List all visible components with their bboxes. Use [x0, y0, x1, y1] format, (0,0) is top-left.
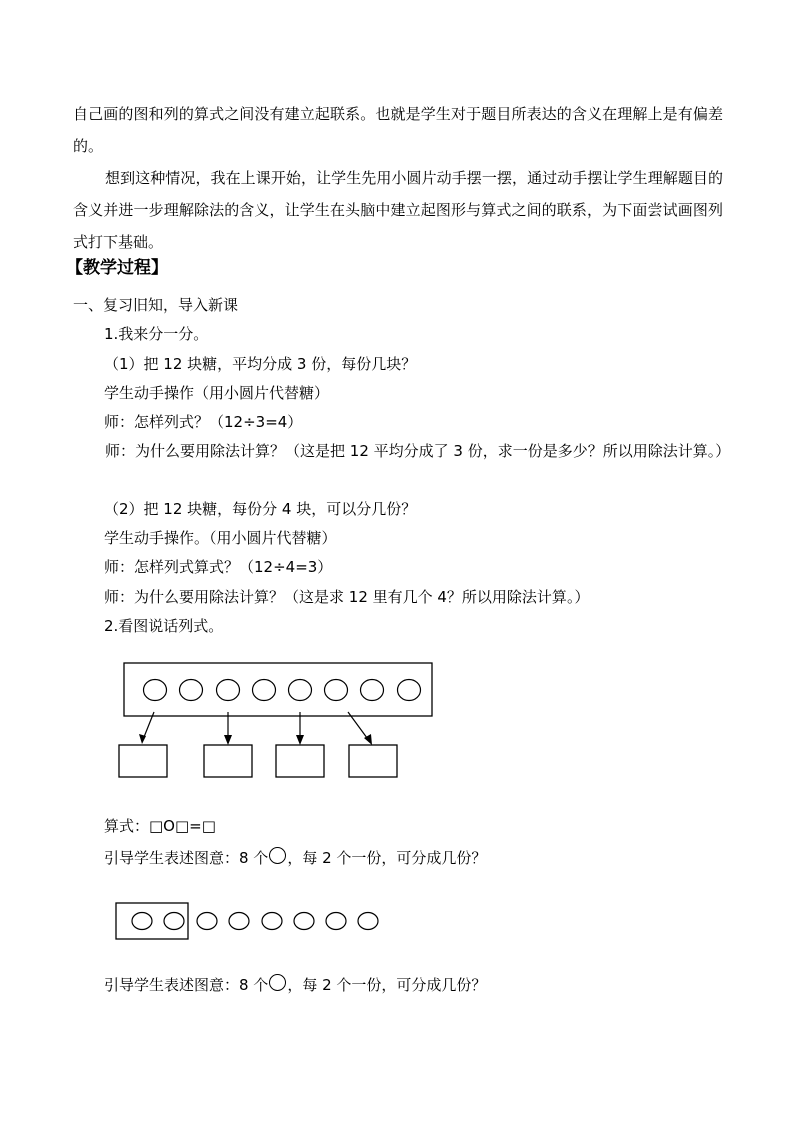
figure-1-circle — [361, 680, 384, 701]
figure-2-circle — [132, 913, 152, 930]
guide-2-text-post: ，每 2 个一份，可分成几份？ — [287, 976, 487, 994]
figure-1-circle — [325, 680, 348, 701]
section-heading: 【教学过程】 — [66, 258, 168, 278]
target-box-1 — [119, 745, 167, 777]
figure-2-circle — [164, 913, 184, 930]
operation-1: 学生动手操作（用小圆片代替糖） — [104, 384, 330, 402]
item-1: 1.我来分一分。 — [104, 325, 209, 343]
formula: 算式：□O□=□ — [104, 817, 216, 835]
figure-2-circle — [262, 913, 282, 930]
paragraph-2: 想到这种情况，我在上课开始，让学生先用小圆片动手摆一摆，通过动手摆让学生理解题目的含义并进一步理解除法的含义，让学生在头脑中建立起图形与算式之间的联系，为下面尝试画图列式打下基础。 — [73, 169, 723, 251]
section-title: 一、复习旧知，导入新课 — [73, 296, 239, 314]
figure-2-circle — [197, 913, 217, 930]
arrow-3-head — [296, 735, 304, 745]
guide-1-text-pre: 引导学生表述图意：8 个 — [104, 849, 269, 867]
teacher-line-2: 师：为什么要用除法计算？（这是把 12 平均分成了 3 份，求一份是多少？所以用除法计算。） — [105, 442, 731, 460]
guide-2-text-pre: 引导学生表述图意：8 个 — [104, 976, 269, 994]
guide-1-text-post: ，每 2 个一份，可分成几份？ — [287, 849, 487, 867]
guide-line-2 — [104, 974, 486, 995]
teacher-line-4: 师：为什么要用除法计算？（这是求 12 里有几个 4？所以用除法计算。） — [104, 588, 590, 606]
figure-1-circle — [253, 680, 276, 701]
question-1: （1）把 12 块糖，平均分成 3 份，每份几块？ — [104, 355, 417, 373]
operation-2: 学生动手操作。（用小圆片代替糖） — [104, 529, 337, 547]
target-box-2 — [204, 745, 252, 777]
question-2: （2）把 12 块糖，每份分 4 块，可以分几份？ — [104, 500, 417, 518]
figure-1-circle — [289, 680, 312, 701]
figure-1-circle — [144, 680, 167, 701]
circle-icon — [269, 974, 286, 991]
guide-line-1 — [104, 847, 486, 868]
figure-2-circle — [326, 913, 346, 930]
target-box-3 — [276, 745, 324, 777]
figure-1-circle — [180, 680, 203, 701]
figure-1-circle — [217, 680, 240, 701]
figure-1-container-box — [124, 663, 432, 716]
figure-2-circle — [229, 913, 249, 930]
paragraph-1: 自己画的图和列的算式之间没有建立起联系。也就是学生对于题目所表达的含义在理解上是有偏差的。 — [73, 105, 723, 155]
teacher-line-3: 师：怎样列式算式？（12÷4=3） — [104, 558, 333, 576]
teacher-line-1: 师：怎样列式？（12÷3=4） — [104, 413, 303, 431]
target-box-4 — [349, 745, 397, 777]
figure-2-circle — [358, 913, 378, 930]
arrow-2-head — [224, 735, 232, 745]
figure-1-circle — [398, 680, 421, 701]
figure-2 — [116, 903, 378, 939]
item-2: 2.看图说话列式。 — [104, 617, 224, 635]
figure-1 — [119, 663, 432, 777]
figure-2-circle — [294, 913, 314, 930]
circle-icon — [269, 847, 286, 864]
